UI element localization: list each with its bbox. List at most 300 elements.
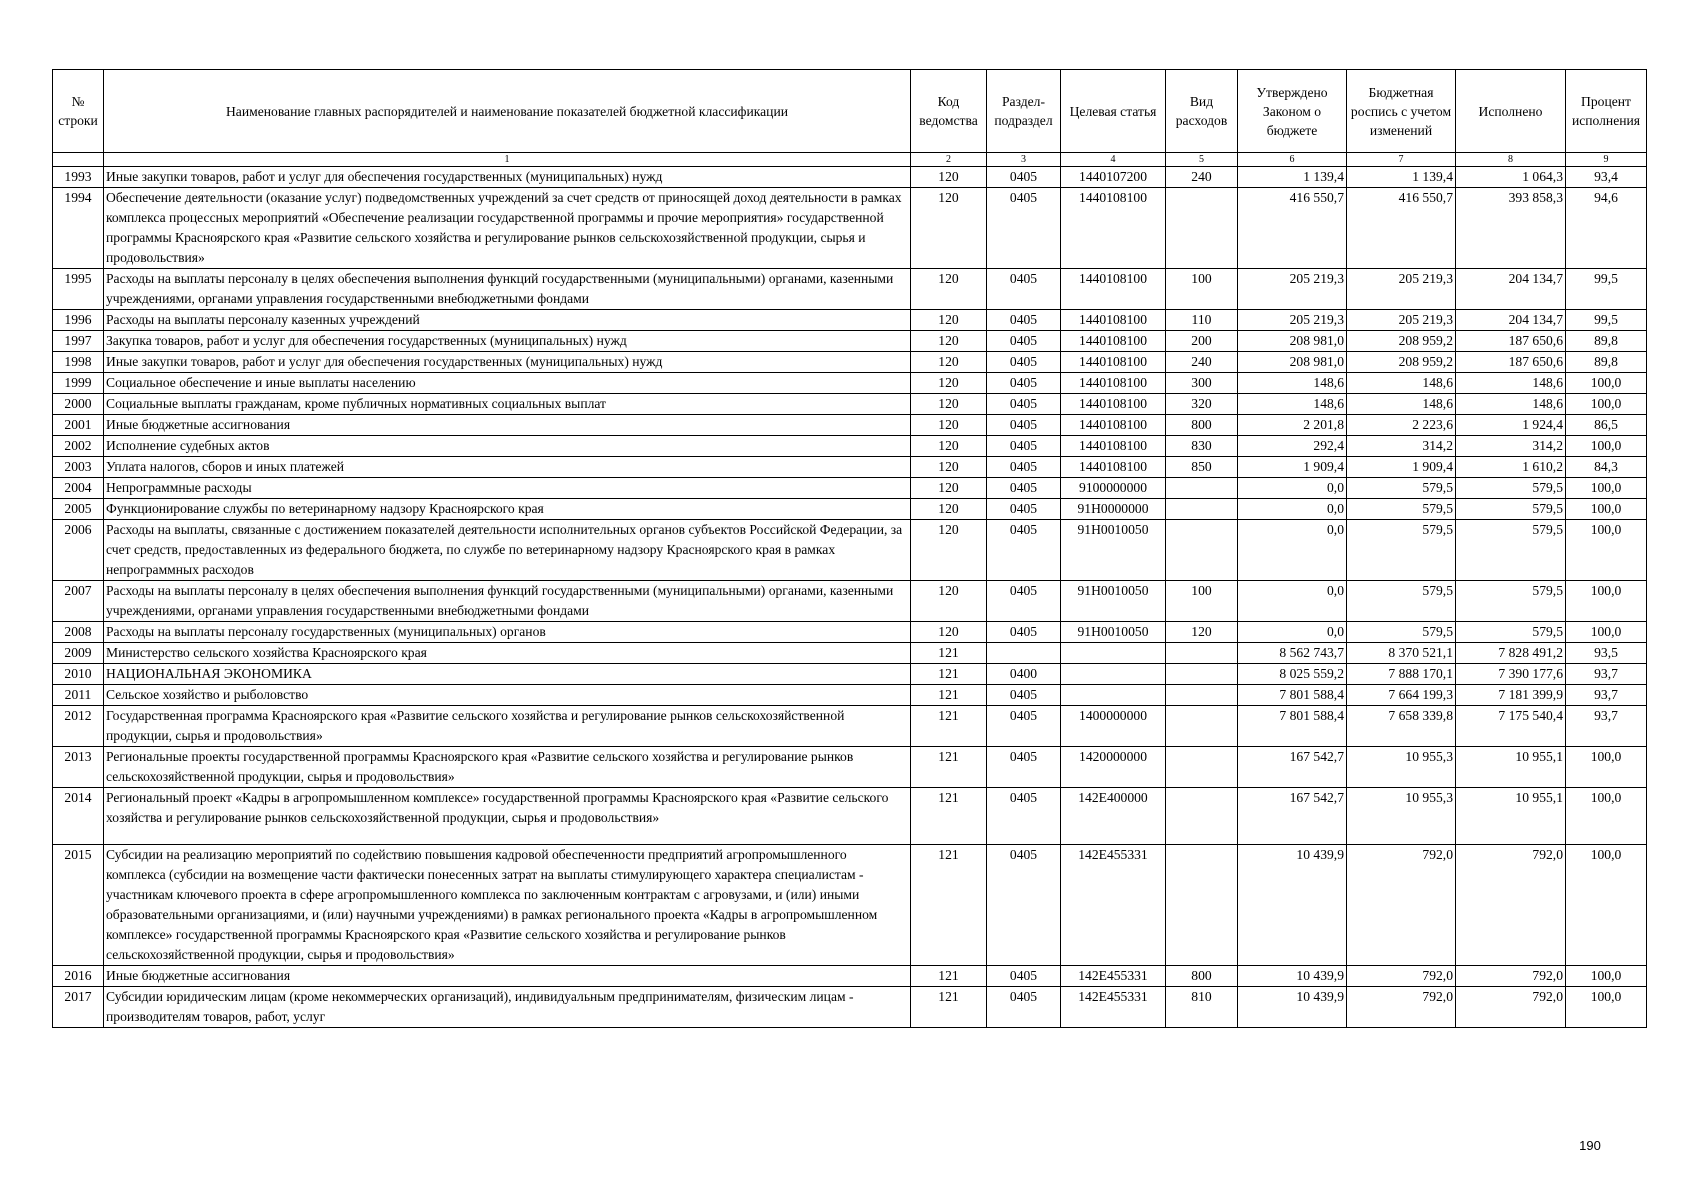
row-name: Расходы на выплаты персоналу казенных учреждений [104, 310, 911, 331]
row-number: 1999 [53, 373, 104, 394]
row-name: Уплата налогов, сборов и иных платежей [104, 457, 911, 478]
row-expense-type [1166, 520, 1238, 581]
row-section: 0405 [987, 269, 1061, 310]
row-revised: 205 219,3 [1347, 269, 1456, 310]
row-expense-type [1166, 706, 1238, 747]
column-number: 4 [1061, 153, 1166, 167]
row-number: 2000 [53, 394, 104, 415]
row-percent: 100,0 [1566, 520, 1647, 581]
row-expense-type [1166, 845, 1238, 966]
row-target: 1440108100 [1061, 394, 1166, 415]
row-target: 1440108100 [1061, 331, 1166, 352]
row-percent: 100,0 [1566, 436, 1647, 457]
table-row [53, 436, 1647, 457]
row-approved: 148,6 [1238, 373, 1347, 394]
table-row [53, 188, 1647, 269]
row-number: 2001 [53, 415, 104, 436]
row-target: 1400000000 [1061, 706, 1166, 747]
row-name: Закупка товаров, работ и услуг для обеспечения государственных (муниципальных) нужд [104, 331, 911, 352]
row-revised: 8 370 521,1 [1347, 643, 1456, 664]
row-executed: 579,5 [1456, 581, 1566, 622]
row-expense-type: 800 [1166, 415, 1238, 436]
row-section: 0405 [987, 415, 1061, 436]
row-expense-type: 810 [1166, 987, 1238, 1028]
row-executed: 314,2 [1456, 436, 1566, 457]
row-target: 91Н0010050 [1061, 520, 1166, 581]
row-dept-code: 120 [911, 478, 987, 499]
row-section: 0405 [987, 520, 1061, 581]
row-dept-code: 121 [911, 845, 987, 966]
row-section: 0405 [987, 478, 1061, 499]
table-header-row [53, 70, 1647, 153]
row-percent: 100,0 [1566, 966, 1647, 987]
row-executed: 10 955,1 [1456, 788, 1566, 845]
column-number: 1 [104, 153, 911, 167]
row-section: 0405 [987, 352, 1061, 373]
row-percent: 100,0 [1566, 845, 1647, 966]
row-section [987, 643, 1061, 664]
row-target: 91Н0000000 [1061, 499, 1166, 520]
budget-execution-table [52, 69, 1647, 1028]
row-approved: 292,4 [1238, 436, 1347, 457]
row-name: Обеспечение деятельности (оказание услуг) подведомственных учреждений за счет средств от приносящей доход деятельности в рамках комплекса процессных мероприятий «Обеспечение реализации государственной программы и прочие мероприятия» государственной программы Красноярского края «Развитие сельского хозяйства и регулирование рынков сельскохозяйственной продукции, сырья и продовольствия» [104, 188, 911, 269]
row-approved: 416 550,7 [1238, 188, 1347, 269]
row-dept-code: 120 [911, 167, 987, 188]
row-dept-code: 121 [911, 643, 987, 664]
row-name: Региональные проекты государственной программы Красноярского края «Развитие сельского хозяйства и регулирование рынков сельскохозяйственной продукции, сырья и продовольствия» [104, 747, 911, 788]
row-percent: 89,8 [1566, 331, 1647, 352]
row-revised: 579,5 [1347, 478, 1456, 499]
header-approved: Утверждено Законом о бюджете [1238, 70, 1347, 153]
table-row [53, 310, 1647, 331]
table-row [53, 747, 1647, 788]
row-number: 2011 [53, 685, 104, 706]
row-revised: 205 219,3 [1347, 310, 1456, 331]
row-section: 0405 [987, 436, 1061, 457]
row-name: Функционирование службы по ветеринарному надзору Красноярского края [104, 499, 911, 520]
row-dept-code: 120 [911, 581, 987, 622]
row-expense-type [1166, 685, 1238, 706]
row-percent: 93,7 [1566, 706, 1647, 747]
row-dept-code: 120 [911, 520, 987, 581]
table-row [53, 966, 1647, 987]
row-percent: 100,0 [1566, 788, 1647, 845]
row-approved: 2 201,8 [1238, 415, 1347, 436]
row-expense-type: 830 [1166, 436, 1238, 457]
row-section: 0405 [987, 685, 1061, 706]
row-percent: 100,0 [1566, 747, 1647, 788]
header-target: Целевая статья [1061, 70, 1166, 153]
table-row [53, 581, 1647, 622]
row-section: 0405 [987, 499, 1061, 520]
row-executed: 7 390 177,6 [1456, 664, 1566, 685]
row-dept-code: 120 [911, 415, 987, 436]
row-dept-code: 120 [911, 310, 987, 331]
row-expense-type: 100 [1166, 581, 1238, 622]
row-expense-type: 110 [1166, 310, 1238, 331]
row-number: 2007 [53, 581, 104, 622]
row-approved: 0,0 [1238, 478, 1347, 499]
row-approved: 7 801 588,4 [1238, 706, 1347, 747]
row-number: 2003 [53, 457, 104, 478]
table-body [53, 167, 1647, 1028]
row-number: 2012 [53, 706, 104, 747]
row-target [1061, 664, 1166, 685]
row-executed: 393 858,3 [1456, 188, 1566, 269]
row-name: Министерство сельского хозяйства Красноярского края [104, 643, 911, 664]
row-number: 2013 [53, 747, 104, 788]
header-dept-code: Код ведомства [911, 70, 987, 153]
row-percent: 100,0 [1566, 622, 1647, 643]
row-executed: 792,0 [1456, 987, 1566, 1028]
row-expense-type [1166, 747, 1238, 788]
header-expense-type: Вид расходов [1166, 70, 1238, 153]
table-row [53, 664, 1647, 685]
row-section: 0405 [987, 457, 1061, 478]
row-dept-code: 120 [911, 622, 987, 643]
row-name: НАЦИОНАЛЬНАЯ ЭКОНОМИКА [104, 664, 911, 685]
row-expense-type: 320 [1166, 394, 1238, 415]
row-revised: 208 959,2 [1347, 331, 1456, 352]
column-number: 9 [1566, 153, 1647, 167]
row-approved: 10 439,9 [1238, 845, 1347, 966]
row-name: Непрограммные расходы [104, 478, 911, 499]
row-target: 1440107200 [1061, 167, 1166, 188]
row-executed: 1 064,3 [1456, 167, 1566, 188]
table-row [53, 269, 1647, 310]
row-expense-type [1166, 499, 1238, 520]
row-section: 0400 [987, 664, 1061, 685]
row-target [1061, 643, 1166, 664]
row-name: Субсидии юридическим лицам (кроме некоммерческих организаций), индивидуальным предпринимателям, физическим лицам - производителям товаров, работ, услуг [104, 987, 911, 1028]
row-section: 0405 [987, 747, 1061, 788]
row-revised: 579,5 [1347, 622, 1456, 643]
table-row [53, 415, 1647, 436]
table-row [53, 520, 1647, 581]
row-target: 142Е455331 [1061, 987, 1166, 1028]
row-approved: 7 801 588,4 [1238, 685, 1347, 706]
row-target [1061, 685, 1166, 706]
row-executed: 7 181 399,9 [1456, 685, 1566, 706]
row-approved: 205 219,3 [1238, 269, 1347, 310]
row-approved: 8 025 559,2 [1238, 664, 1347, 685]
row-target: 1440108100 [1061, 188, 1166, 269]
row-name: Региональный проект «Кадры в агропромышленном комплексе» государственной программы Красноярского края «Развитие сельского хозяйства и регулирование рынков сельскохозяйственной продукции, сырья и продовольствия» [104, 788, 911, 845]
row-number: 1993 [53, 167, 104, 188]
row-approved: 0,0 [1238, 499, 1347, 520]
column-number: 7 [1347, 153, 1456, 167]
row-dept-code: 120 [911, 269, 987, 310]
row-dept-code: 120 [911, 352, 987, 373]
row-dept-code: 120 [911, 188, 987, 269]
column-number: 2 [911, 153, 987, 167]
row-number: 2016 [53, 966, 104, 987]
row-approved: 167 542,7 [1238, 747, 1347, 788]
row-number: 2002 [53, 436, 104, 457]
column-number: 8 [1456, 153, 1566, 167]
row-percent: 100,0 [1566, 581, 1647, 622]
row-number: 2004 [53, 478, 104, 499]
row-approved: 148,6 [1238, 394, 1347, 415]
row-executed: 579,5 [1456, 622, 1566, 643]
row-revised: 416 550,7 [1347, 188, 1456, 269]
row-expense-type: 800 [1166, 966, 1238, 987]
table-row [53, 457, 1647, 478]
row-expense-type [1166, 664, 1238, 685]
row-name: Субсидии на реализацию мероприятий по содействию повышения кадровой обеспеченности предприятий агропромышленного комплекса (субсидии на возмещение части фактически понесенных затрат на выплаты стимулирующего характера специалистам - участникам ключевого проекта в сфере агропромышленного комплекса по заключенным контрактам с агровузами, и (или) иными образовательными организациями, и (или) научными учреждениями) в рамках регионального проекта «Кадры в агропромышленном комплексе» государственной программы Красноярского края «Развитие сельского хозяйства и регулирование рынков сельскохозяйственной продукции, сырья и продовольствия» [104, 845, 911, 966]
row-section: 0405 [987, 845, 1061, 966]
row-target: 91Н0010050 [1061, 581, 1166, 622]
row-target: 1440108100 [1061, 310, 1166, 331]
row-executed: 148,6 [1456, 373, 1566, 394]
table-row [53, 331, 1647, 352]
table-row [53, 352, 1647, 373]
row-number: 2009 [53, 643, 104, 664]
row-section: 0405 [987, 788, 1061, 845]
row-target: 1440108100 [1061, 373, 1166, 394]
row-name: Исполнение судебных актов [104, 436, 911, 457]
row-executed: 204 134,7 [1456, 310, 1566, 331]
column-number-row [53, 153, 1647, 167]
row-expense-type: 200 [1166, 331, 1238, 352]
row-target: 142Е400000 [1061, 788, 1166, 845]
table-row [53, 373, 1647, 394]
row-section: 0405 [987, 966, 1061, 987]
row-percent: 93,7 [1566, 685, 1647, 706]
column-number: 3 [987, 153, 1061, 167]
header-percent: Процент исполнения [1566, 70, 1647, 153]
row-name: Государственная программа Красноярского края «Развитие сельского хозяйства и регулирование рынков сельскохозяйственной продукции, сырья и продовольствия» [104, 706, 911, 747]
row-approved: 1 909,4 [1238, 457, 1347, 478]
row-revised: 148,6 [1347, 373, 1456, 394]
row-approved: 0,0 [1238, 520, 1347, 581]
row-approved: 167 542,7 [1238, 788, 1347, 845]
row-executed: 7 175 540,4 [1456, 706, 1566, 747]
row-section: 0405 [987, 394, 1061, 415]
row-dept-code: 121 [911, 685, 987, 706]
row-percent: 100,0 [1566, 499, 1647, 520]
row-dept-code: 120 [911, 373, 987, 394]
row-name: Сельское хозяйство и рыболовство [104, 685, 911, 706]
row-dept-code: 120 [911, 457, 987, 478]
row-section: 0405 [987, 622, 1061, 643]
row-dept-code: 121 [911, 706, 987, 747]
row-percent: 100,0 [1566, 987, 1647, 1028]
row-section: 0405 [987, 188, 1061, 269]
row-executed: 7 828 491,2 [1456, 643, 1566, 664]
row-revised: 792,0 [1347, 987, 1456, 1028]
row-section: 0405 [987, 581, 1061, 622]
row-executed: 204 134,7 [1456, 269, 1566, 310]
row-revised: 1 909,4 [1347, 457, 1456, 478]
table-row [53, 394, 1647, 415]
row-percent: 100,0 [1566, 394, 1647, 415]
row-name: Расходы на выплаты персоналу в целях обеспечения выполнения функций государственными (муниципальными) органами, казенными учреждениями, органами управления государственными внебюджетными фондами [104, 581, 911, 622]
header-name: Наименование главных распорядителей и наименование показателей бюджетной классификации [104, 70, 911, 153]
row-name: Иные бюджетные ассигнования [104, 415, 911, 436]
row-number: 2010 [53, 664, 104, 685]
row-executed: 187 650,6 [1456, 352, 1566, 373]
row-expense-type: 120 [1166, 622, 1238, 643]
row-executed: 10 955,1 [1456, 747, 1566, 788]
table-row [53, 499, 1647, 520]
row-approved: 0,0 [1238, 581, 1347, 622]
table-row [53, 622, 1647, 643]
row-name: Расходы на выплаты персоналу государственных (муниципальных) органов [104, 622, 911, 643]
table-row [53, 788, 1647, 845]
row-number: 1995 [53, 269, 104, 310]
row-percent: 93,7 [1566, 664, 1647, 685]
table-row [53, 167, 1647, 188]
row-executed: 792,0 [1456, 845, 1566, 966]
row-name: Иные закупки товаров, работ и услуг для обеспечения государственных (муниципальных) нужд [104, 167, 911, 188]
row-expense-type: 240 [1166, 167, 1238, 188]
row-percent: 99,5 [1566, 310, 1647, 331]
row-target: 91Н0010050 [1061, 622, 1166, 643]
row-percent: 100,0 [1566, 478, 1647, 499]
row-approved: 0,0 [1238, 622, 1347, 643]
row-name: Иные закупки товаров, работ и услуг для обеспечения государственных (муниципальных) нужд [104, 352, 911, 373]
row-expense-type: 300 [1166, 373, 1238, 394]
row-revised: 7 888 170,1 [1347, 664, 1456, 685]
row-expense-type [1166, 788, 1238, 845]
row-name: Расходы на выплаты персоналу в целях обеспечения выполнения функций государственными (муниципальными) органами, казенными учреждениями, органами управления государственными внебюджетными фондами [104, 269, 911, 310]
row-expense-type: 240 [1166, 352, 1238, 373]
row-name: Расходы на выплаты, связанные с достижением показателей деятельности исполнительных органов субъектов Российской Федерации, за счет средств, предоставленных из федерального бюджета, по службе по ветеринарному надзору Красноярского края в рамках непрограммных расходов [104, 520, 911, 581]
row-revised: 7 658 339,8 [1347, 706, 1456, 747]
header-row-no: № строки [53, 70, 104, 153]
row-revised: 10 955,3 [1347, 747, 1456, 788]
table-row [53, 478, 1647, 499]
row-revised: 792,0 [1347, 845, 1456, 966]
row-dept-code: 121 [911, 788, 987, 845]
row-executed: 148,6 [1456, 394, 1566, 415]
row-dept-code: 121 [911, 966, 987, 987]
row-percent: 84,3 [1566, 457, 1647, 478]
row-number: 1994 [53, 188, 104, 269]
row-dept-code: 121 [911, 987, 987, 1028]
row-executed: 579,5 [1456, 520, 1566, 581]
column-number: 6 [1238, 153, 1347, 167]
row-number: 2006 [53, 520, 104, 581]
row-revised: 792,0 [1347, 966, 1456, 987]
row-section: 0405 [987, 310, 1061, 331]
table-row [53, 643, 1647, 664]
row-revised: 314,2 [1347, 436, 1456, 457]
row-dept-code: 120 [911, 331, 987, 352]
row-dept-code: 121 [911, 664, 987, 685]
row-target: 1420000000 [1061, 747, 1166, 788]
row-revised: 579,5 [1347, 520, 1456, 581]
row-section: 0405 [987, 987, 1061, 1028]
row-percent: 93,4 [1566, 167, 1647, 188]
row-target: 142Е455331 [1061, 966, 1166, 987]
row-expense-type [1166, 643, 1238, 664]
row-expense-type: 850 [1166, 457, 1238, 478]
row-number: 2015 [53, 845, 104, 966]
row-dept-code: 121 [911, 747, 987, 788]
page-number: 190 [1579, 1138, 1601, 1153]
row-target: 1440108100 [1061, 457, 1166, 478]
row-revised: 208 959,2 [1347, 352, 1456, 373]
row-number: 2014 [53, 788, 104, 845]
row-dept-code: 120 [911, 436, 987, 457]
row-section: 0405 [987, 373, 1061, 394]
row-percent: 94,6 [1566, 188, 1647, 269]
column-number [53, 153, 104, 167]
column-number: 5 [1166, 153, 1238, 167]
row-approved: 8 562 743,7 [1238, 643, 1347, 664]
table-row [53, 987, 1647, 1028]
row-revised: 579,5 [1347, 499, 1456, 520]
row-revised: 10 955,3 [1347, 788, 1456, 845]
row-revised: 579,5 [1347, 581, 1456, 622]
header-executed: Исполнено [1456, 70, 1566, 153]
row-number: 2008 [53, 622, 104, 643]
row-target: 1440108100 [1061, 415, 1166, 436]
row-approved: 205 219,3 [1238, 310, 1347, 331]
header-revised: Бюджетная роспись с учетом изменений [1347, 70, 1456, 153]
row-name: Иные бюджетные ассигнования [104, 966, 911, 987]
row-target: 1440108100 [1061, 269, 1166, 310]
row-executed: 187 650,6 [1456, 331, 1566, 352]
row-target: 9100000000 [1061, 478, 1166, 499]
row-revised: 1 139,4 [1347, 167, 1456, 188]
table-row [53, 685, 1647, 706]
row-approved: 208 981,0 [1238, 331, 1347, 352]
row-expense-type [1166, 188, 1238, 269]
row-target: 1440108100 [1061, 436, 1166, 457]
row-executed: 792,0 [1456, 966, 1566, 987]
row-target: 1440108100 [1061, 352, 1166, 373]
row-number: 2005 [53, 499, 104, 520]
row-section: 0405 [987, 706, 1061, 747]
row-number: 1998 [53, 352, 104, 373]
row-percent: 99,5 [1566, 269, 1647, 310]
row-executed: 1 610,2 [1456, 457, 1566, 478]
row-approved: 10 439,9 [1238, 987, 1347, 1028]
row-expense-type [1166, 478, 1238, 499]
row-number: 1996 [53, 310, 104, 331]
row-revised: 148,6 [1347, 394, 1456, 415]
row-section: 0405 [987, 167, 1061, 188]
row-revised: 7 664 199,3 [1347, 685, 1456, 706]
row-name: Социальные выплаты гражданам, кроме публичных нормативных социальных выплат [104, 394, 911, 415]
row-percent: 89,8 [1566, 352, 1647, 373]
row-target: 142Е455331 [1061, 845, 1166, 966]
row-executed: 579,5 [1456, 478, 1566, 499]
row-dept-code: 120 [911, 394, 987, 415]
row-expense-type: 100 [1166, 269, 1238, 310]
row-section: 0405 [987, 331, 1061, 352]
table-row [53, 845, 1647, 966]
row-executed: 579,5 [1456, 499, 1566, 520]
row-number: 1997 [53, 331, 104, 352]
row-percent: 93,5 [1566, 643, 1647, 664]
row-dept-code: 120 [911, 499, 987, 520]
row-revised: 2 223,6 [1347, 415, 1456, 436]
table-row [53, 706, 1647, 747]
row-number: 2017 [53, 987, 104, 1028]
row-percent: 100,0 [1566, 373, 1647, 394]
row-name: Социальное обеспечение и иные выплаты населению [104, 373, 911, 394]
row-percent: 86,5 [1566, 415, 1647, 436]
header-section: Раздел- подраздел [987, 70, 1061, 153]
row-executed: 1 924,4 [1456, 415, 1566, 436]
row-approved: 208 981,0 [1238, 352, 1347, 373]
row-approved: 10 439,9 [1238, 966, 1347, 987]
row-approved: 1 139,4 [1238, 167, 1347, 188]
